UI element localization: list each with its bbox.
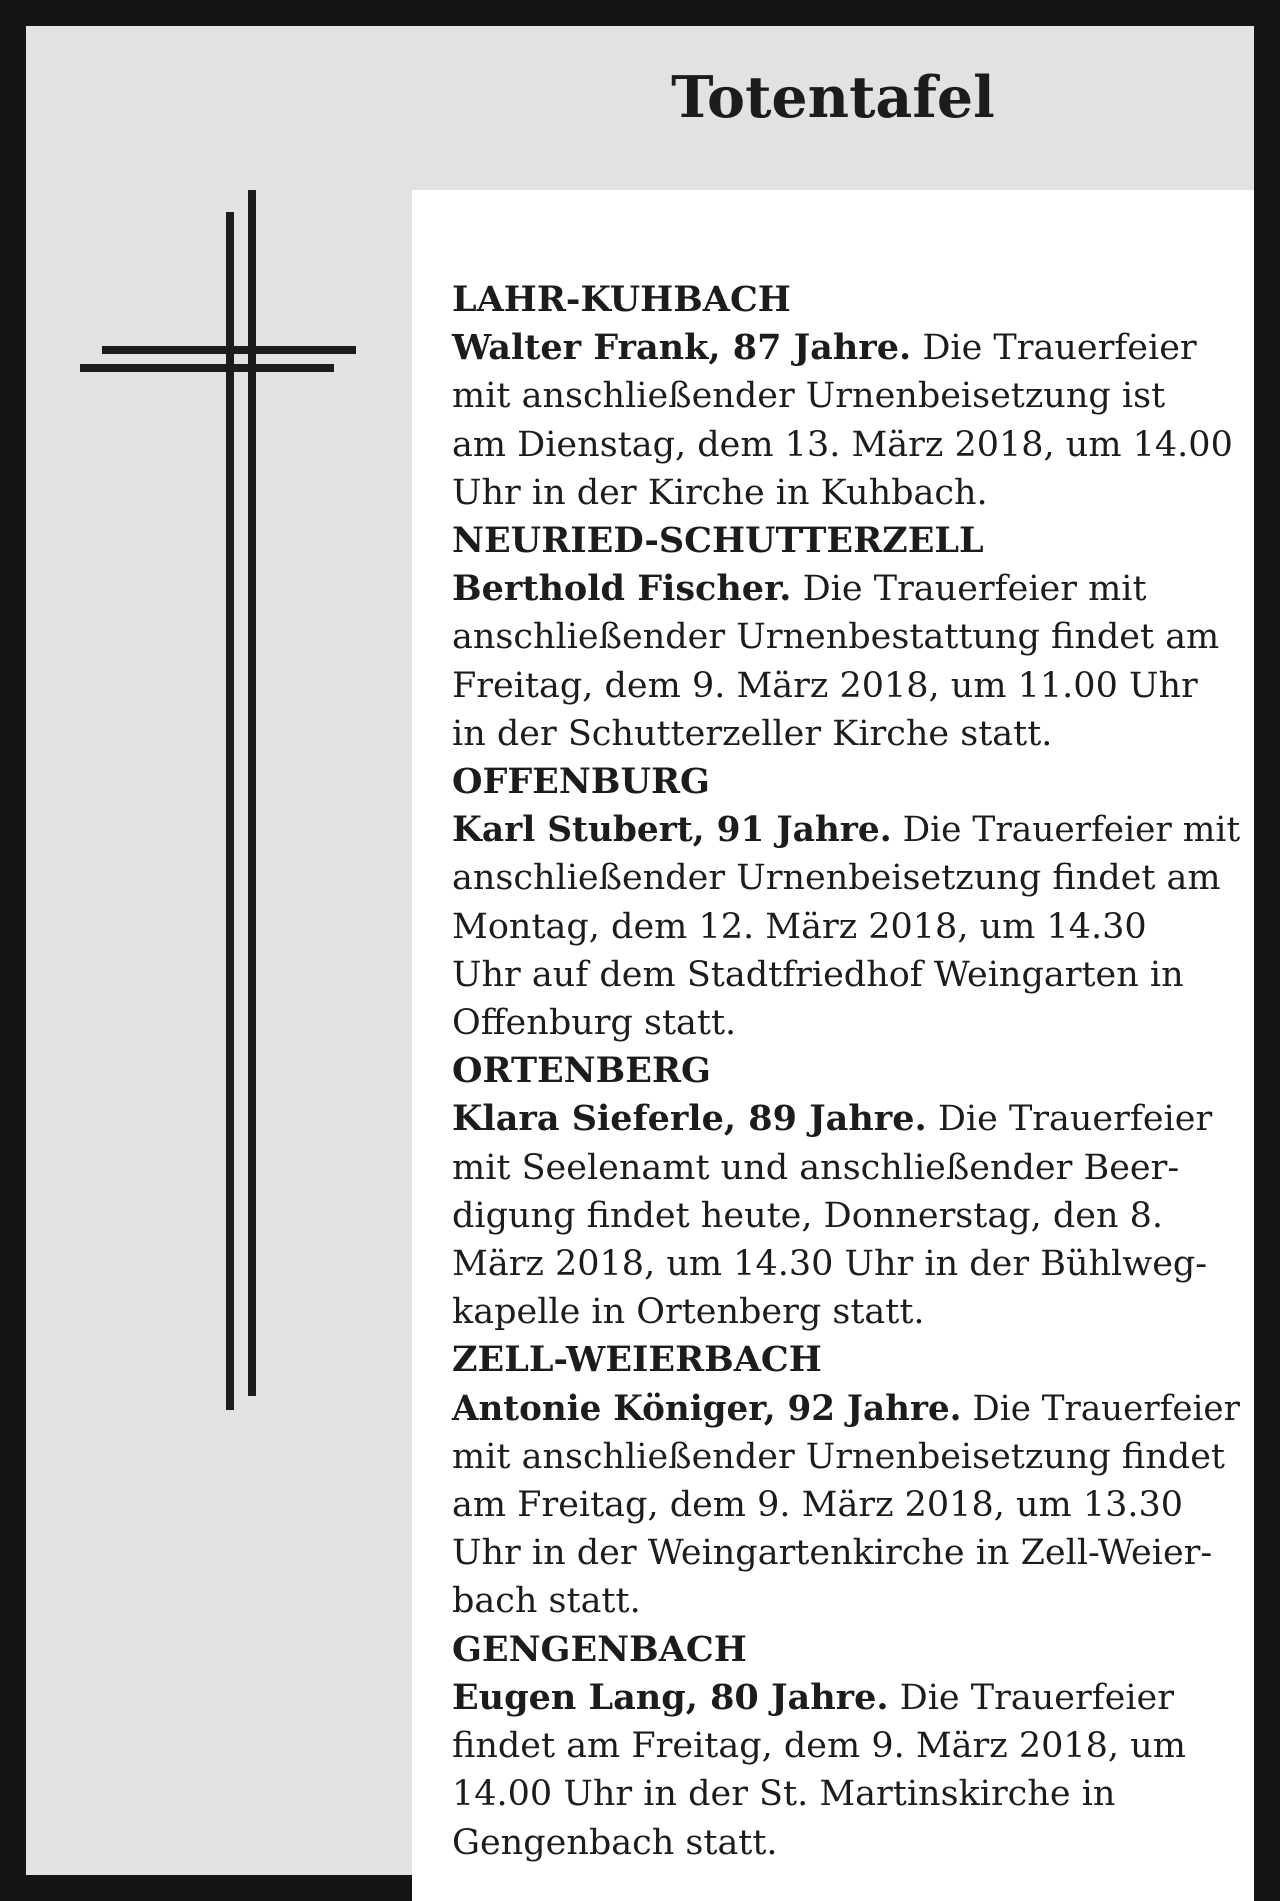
entry-line [452, 1385, 1240, 1433]
entry-line: 14.00 Uhr in der St. Martinskirche in [452, 1774, 1116, 1815]
entry-line: mit Seelenamt und anschließender Beer- [452, 1147, 1180, 1188]
entry-text: Die Trauerfeier [926, 1099, 1213, 1140]
entry-text: Die Trauerfeier mit [791, 569, 1147, 610]
entry-line: Uhr in der Weingartenkirche in Zell-Weier- [452, 1533, 1213, 1574]
entry-line [452, 806, 1239, 854]
entry-line: anschließender Urnenbestattung findet am [452, 617, 1220, 658]
entry-name: Walter Frank, 87 Jahre. [452, 327, 912, 369]
page-title: Totentafel [671, 64, 995, 131]
entry-line: Gengenbach statt. [452, 1822, 778, 1863]
obituary-entry [452, 1626, 1254, 1867]
obituary-entry [452, 758, 1254, 1047]
cross-icon [80, 190, 380, 1420]
obituary-list [412, 190, 1254, 1901]
entry-line: am Freitag, dem 9. März 2018, um 13.30 [452, 1485, 1184, 1526]
entry-name: Karl Stubert, 91 Jahre. [452, 809, 892, 851]
entry-line: in der Schutterzeller Kirche statt. [452, 713, 1053, 754]
entry-name: Antonie Königer, 92 Jahre. [452, 1387, 962, 1429]
entry-line: mit anschließender Urnenbeisetzung ist [452, 376, 1166, 417]
entry-line: kapelle in Ortenberg statt. [452, 1292, 925, 1333]
entry-text: Die Trauerfeier mit [891, 810, 1241, 851]
entry-line [452, 324, 1254, 372]
entry-line: mit anschließender Urnenbeisetzung findet [452, 1436, 1225, 1477]
entry-place: OFFENBURG [452, 761, 710, 803]
entry-line: Offenburg statt. [452, 1003, 737, 1044]
entry-text: Die Trauerfeier [888, 1677, 1174, 1718]
entry-line: bach statt. [452, 1581, 641, 1622]
entry-line [452, 565, 1254, 613]
entry-line: Montag, dem 12. März 2018, um 14.30 [452, 906, 1147, 947]
obituary-entry [452, 1047, 1254, 1336]
entry-name: Eugen Lang, 80 Jahre. [452, 1676, 889, 1718]
entry-text: Die Trauerfeier [911, 328, 1197, 369]
entry-name: Klara Sieferle, 89 Jahre. [452, 1098, 927, 1140]
entry-text: Die Trauerfeier [961, 1388, 1240, 1429]
entry-place: ORTENBERG [452, 1050, 711, 1092]
obituary-entry [452, 1336, 1254, 1625]
entry-line [452, 1674, 1254, 1722]
entry-line [452, 1095, 1254, 1143]
entry-line: März 2018, um 14.30 Uhr in der Bühlweg- [452, 1244, 1208, 1285]
obituary-entry [452, 276, 1254, 517]
entry-place: NEURIED-SCHUTTERZELL [452, 520, 984, 562]
entry-place: LAHR-KUHBACH [452, 279, 791, 320]
entry-line: Freitag, dem 9. März 2018, um 11.00 Uhr [452, 665, 1198, 706]
entry-place: ZELL-WEIERBACH [452, 1339, 822, 1381]
entry-name: Berthold Fischer. [452, 568, 792, 610]
obituary-entry [452, 517, 1254, 758]
entry-line: am Dienstag, dem 13. März 2018, um 14.00 [452, 424, 1233, 465]
entry-line: Uhr in der Kirche in Kuhbach. [452, 472, 988, 513]
entry-line: findet am Freitag, dem 9. März 2018, um [452, 1726, 1186, 1767]
entry-line: digung findet heute, Donnerstag, den 8. [452, 1195, 1164, 1236]
entry-line: Uhr auf dem Stadtfriedhof Weingarten in [452, 954, 1184, 995]
entry-place: GENGENBACH [452, 1628, 747, 1670]
entry-line: anschließender Urnenbeisetzung findet am [452, 858, 1221, 899]
